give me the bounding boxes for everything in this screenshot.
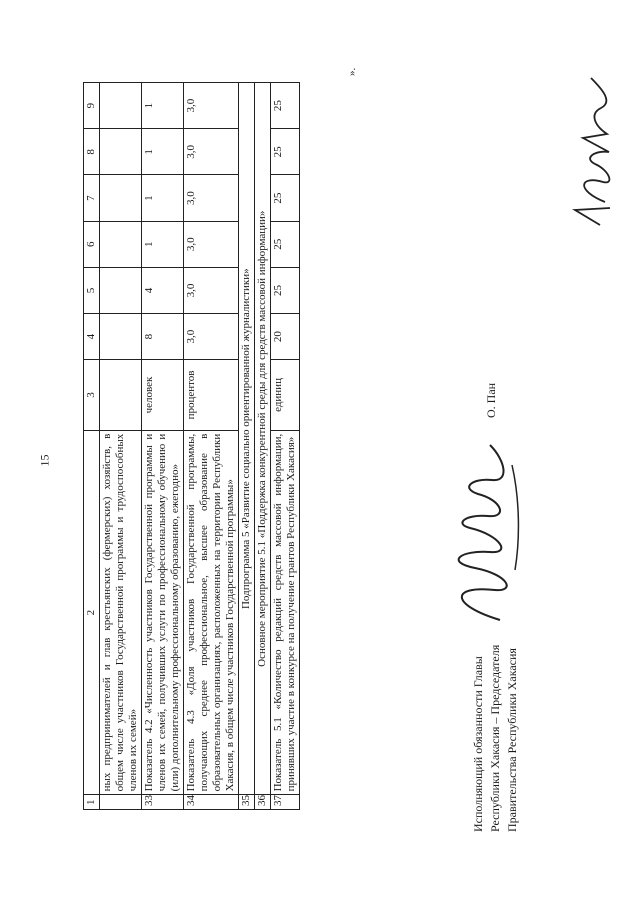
row-number (100, 795, 142, 810)
indicator-value (100, 221, 142, 267)
table-row (184, 83, 239, 810)
indicator-value (100, 267, 142, 313)
signatory-name: О. Пан (484, 382, 498, 418)
column-number: 7 (84, 175, 100, 221)
indicator-table (83, 82, 300, 810)
indicator-value: 25 (271, 267, 300, 313)
column-number: 9 (84, 83, 100, 129)
unit-of-measure: единиц (271, 360, 300, 431)
row-number: 36 (255, 795, 271, 810)
indicator-description: Показатель 4.3 «Доля участников Государственной программы, получающих среднее профессиональное, высшее образование в образовательных организациях, расположенных на территории Республики Хакасия, в общем числе участников Государственной программы» (184, 430, 239, 795)
indicator-description: Показатель 5.1 «Количество редакций средств массовой информации, принявших участие в конкурсе на получение грантов Республики Хакасия» (271, 430, 300, 795)
indicator-value: 25 (271, 129, 300, 175)
column-number: 5 (84, 267, 100, 313)
section-heading: Основное мероприятие 5.1 «Поддержка конкурентной среды для средств массовой информации» (255, 83, 271, 795)
signature-title-line: Правительства Республики Хакасия (505, 648, 519, 832)
row-number: 35 (239, 795, 255, 810)
column-number: 3 (84, 360, 100, 431)
indicator-value: 1 (142, 175, 184, 221)
row-number: 34 (184, 795, 239, 810)
table-row (100, 83, 142, 810)
column-number: 4 (84, 314, 100, 360)
indicator-value: 4 (142, 267, 184, 313)
column-number: 2 (84, 430, 100, 795)
column-number: 8 (84, 129, 100, 175)
indicator-value: 3,0 (184, 221, 239, 267)
indicator-value: 1 (142, 221, 184, 267)
indicator-value: 25 (271, 175, 300, 221)
signature-title-line: Исполняющий обязанности Главы (471, 656, 485, 832)
signature-title (470, 645, 521, 832)
unit-of-measure: процентов (184, 360, 239, 431)
table-row (255, 83, 271, 810)
indicator-value: 1 (142, 129, 184, 175)
indicator-value: 3,0 (184, 129, 239, 175)
handwritten-signature-initials (565, 70, 625, 230)
row-number: 33 (142, 795, 184, 810)
handwritten-signature (420, 430, 530, 630)
indicator-value: 1 (142, 83, 184, 129)
indicator-value (100, 83, 142, 129)
signature-title-line: Республики Хакасия – Председателя (488, 644, 502, 832)
indicator-value: 25 (271, 83, 300, 129)
header-row (84, 83, 100, 810)
unit-of-measure (100, 360, 142, 431)
indicator-value: 8 (142, 314, 184, 360)
table-row (239, 83, 255, 810)
indicator-value (100, 175, 142, 221)
indicator-value (100, 314, 142, 360)
row-number: 37 (271, 795, 300, 810)
indicator-value: 3,0 (184, 267, 239, 313)
unit-of-measure: человек (142, 360, 184, 431)
section-heading: Подпрограмма 5 «Развитие социально ориентированной журналистики» (239, 83, 255, 795)
indicator-description: Показатель 4.2 «Численность участников Государственной программы и членов их семей, получивших услуги по профессиональному обучению и (или) дополнительному профессиональному образованию, ежегодно» (142, 430, 184, 795)
column-number: 6 (84, 221, 100, 267)
indicator-value: 25 (271, 221, 300, 267)
indicator-value (100, 129, 142, 175)
column-number: 1 (84, 795, 100, 810)
indicator-value: 3,0 (184, 314, 239, 360)
table-row (271, 83, 300, 810)
indicator-value: 20 (271, 314, 300, 360)
indicator-value: 3,0 (184, 83, 239, 129)
indicator-description: ных предпринимателей и глав крестьянских (фермерских) хозяйств, в общем числе участников Государственной программы и трудоспособных членов их семей» (100, 430, 142, 795)
closing-quote: ». (346, 67, 358, 76)
page-number: 15 (37, 454, 52, 467)
indicator-value: 3,0 (184, 175, 239, 221)
table-row (142, 83, 184, 810)
